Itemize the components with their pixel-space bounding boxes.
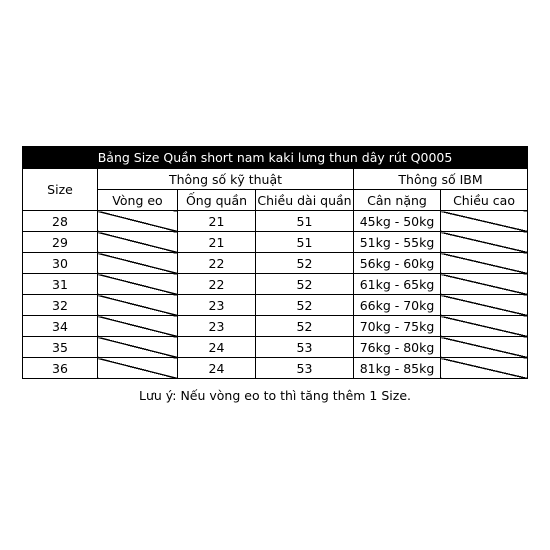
leg-cell: 21 — [178, 211, 256, 232]
length-cell: 53 — [256, 337, 354, 358]
weight-cell: 76kg - 80kg — [354, 337, 441, 358]
size-cell: 35 — [23, 337, 98, 358]
table-row — [23, 316, 528, 337]
waist-cell-empty — [98, 232, 178, 253]
spec-group-header: Thông số kỹ thuật — [98, 169, 354, 190]
leg-cell: 22 — [178, 253, 256, 274]
table-row — [23, 274, 528, 295]
size-cell: 34 — [23, 316, 98, 337]
size-cell: 31 — [23, 274, 98, 295]
height-header: Chiều cao — [441, 190, 528, 211]
height-cell-empty — [441, 358, 528, 379]
table-row — [23, 295, 528, 316]
weight-cell: 70kg - 75kg — [354, 316, 441, 337]
table-row — [23, 337, 528, 358]
table-title: Bảng Size Quần short nam kaki lưng thun dây rút Q0005 — [23, 147, 528, 169]
height-cell-empty — [441, 211, 528, 232]
size-header: Size — [23, 169, 98, 211]
length-cell: 52 — [256, 253, 354, 274]
height-cell-empty — [441, 295, 528, 316]
size-table — [22, 146, 528, 379]
size-cell: 28 — [23, 211, 98, 232]
leg-cell: 22 — [178, 274, 256, 295]
waist-cell-empty — [98, 358, 178, 379]
weight-cell: 81kg - 85kg — [354, 358, 441, 379]
table-row — [23, 211, 528, 232]
table-row — [23, 358, 528, 379]
weight-header: Cân nặng — [354, 190, 441, 211]
size-cell: 32 — [23, 295, 98, 316]
table-row — [23, 232, 528, 253]
table-row — [23, 253, 528, 274]
height-cell-empty — [441, 316, 528, 337]
leg-cell: 23 — [178, 295, 256, 316]
weight-cell: 56kg - 60kg — [354, 253, 441, 274]
weight-cell: 61kg - 65kg — [354, 274, 441, 295]
height-cell-empty — [441, 274, 528, 295]
size-cell: 29 — [23, 232, 98, 253]
leg-cell: 24 — [178, 358, 256, 379]
waist-cell-empty — [98, 295, 178, 316]
size-cell: 36 — [23, 358, 98, 379]
waist-cell-empty — [98, 253, 178, 274]
size-cell: 30 — [23, 253, 98, 274]
length-cell: 53 — [256, 358, 354, 379]
height-cell-empty — [441, 337, 528, 358]
waist-cell-empty — [98, 274, 178, 295]
waist-cell-empty — [98, 211, 178, 232]
table-title-row — [23, 147, 528, 169]
length-cell: 52 — [256, 316, 354, 337]
weight-cell: 66kg - 70kg — [354, 295, 441, 316]
leg-cell: 24 — [178, 337, 256, 358]
height-cell-empty — [441, 253, 528, 274]
weight-cell: 45kg - 50kg — [354, 211, 441, 232]
ibm-group-header: Thông số IBM — [354, 169, 528, 190]
length-cell: 51 — [256, 211, 354, 232]
leg-header: Ống quần — [178, 190, 256, 211]
waist-cell-empty — [98, 316, 178, 337]
length-cell: 52 — [256, 295, 354, 316]
leg-cell: 23 — [178, 316, 256, 337]
group-header-row — [23, 169, 528, 190]
leg-cell: 21 — [178, 232, 256, 253]
length-cell: 51 — [256, 232, 354, 253]
waist-header: Vòng eo — [98, 190, 178, 211]
height-cell-empty — [441, 232, 528, 253]
size-note: Lưu ý: Nếu vòng eo to thì tăng thêm 1 Size. — [139, 388, 411, 403]
weight-cell: 51kg - 55kg — [354, 232, 441, 253]
waist-cell-empty — [98, 337, 178, 358]
length-cell: 52 — [256, 274, 354, 295]
column-header-row — [23, 190, 528, 211]
length-header: Chiều dài quần — [256, 190, 354, 211]
